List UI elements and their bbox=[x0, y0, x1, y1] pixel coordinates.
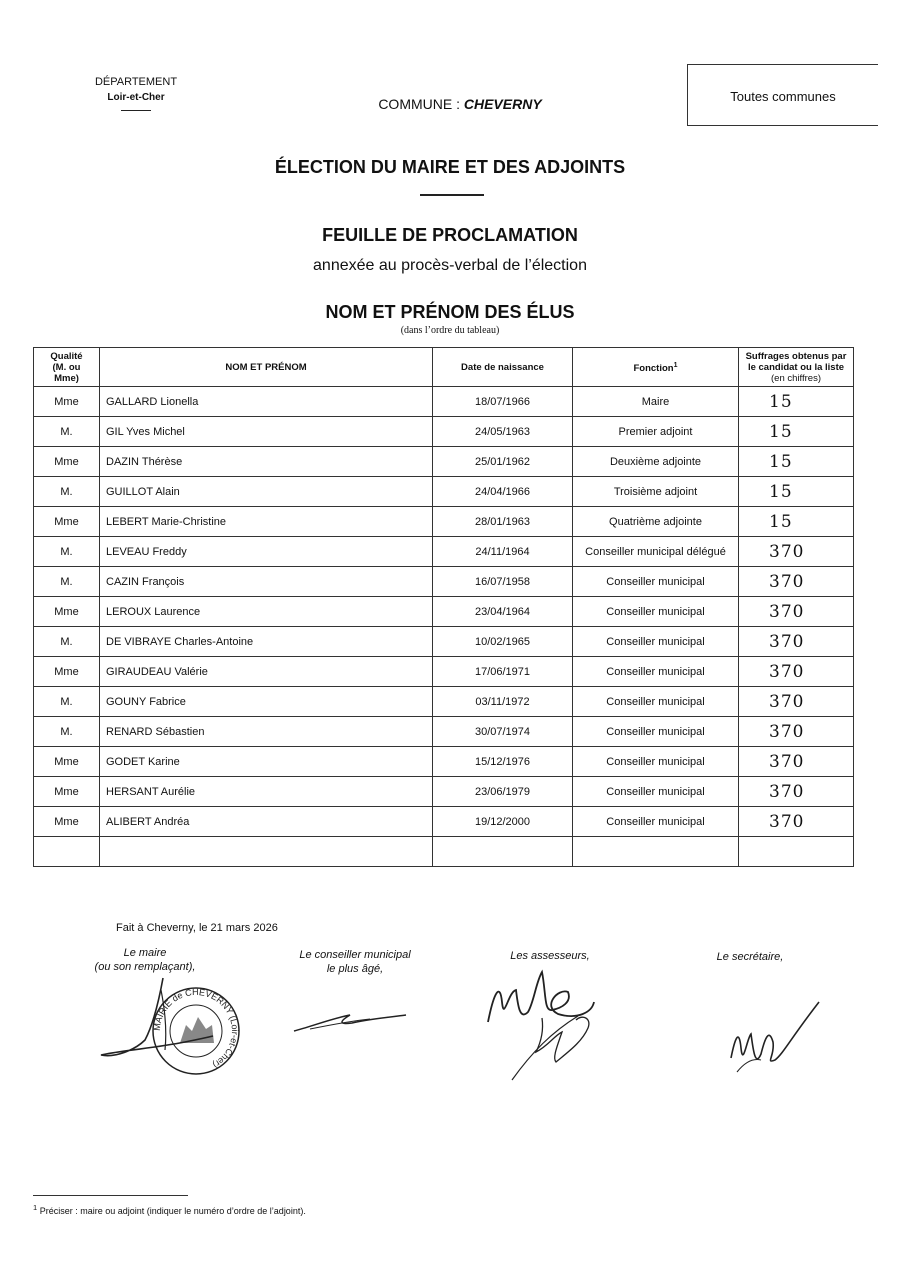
table-row bbox=[34, 537, 854, 567]
table-row bbox=[34, 657, 854, 687]
cell-qualite: Mme bbox=[34, 747, 100, 777]
cell-suffrages: 370 bbox=[739, 627, 854, 657]
cell-naissance bbox=[433, 837, 573, 867]
cell-fonction: Troisième adjoint bbox=[573, 477, 739, 507]
cell-naissance: 17/06/1971 bbox=[433, 657, 573, 687]
cell-nom: HERSANT Aurélie bbox=[100, 777, 433, 807]
cell-suffrages: 370 bbox=[739, 537, 854, 567]
cell-nom: GODET Karine bbox=[100, 747, 433, 777]
elected-table bbox=[33, 347, 854, 867]
table-row bbox=[34, 837, 854, 867]
sheet-title: FEUILLE DE PROCLAMATION bbox=[322, 225, 578, 245]
cell-naissance: 24/11/1964 bbox=[433, 537, 573, 567]
cell-nom: RENARD Sébastien bbox=[100, 717, 433, 747]
cell-qualite: Mme bbox=[34, 507, 100, 537]
header-suffrages: Suffrages obtenus par le candidat ou la liste (en chiffres) bbox=[739, 348, 854, 387]
secretary-signature bbox=[725, 998, 825, 1078]
cell-naissance: 28/01/1963 bbox=[433, 507, 573, 537]
commune-line bbox=[330, 96, 590, 112]
cell-nom: DE VIBRAYE Charles-Antoine bbox=[100, 627, 433, 657]
cell-naissance: 25/01/1962 bbox=[433, 447, 573, 477]
table-row bbox=[34, 717, 854, 747]
councillor-signature bbox=[290, 1005, 410, 1040]
page-title: ÉLECTION DU MAIRE ET DES ADJOINTS bbox=[274, 157, 626, 177]
commune-type-text: Toutes communes bbox=[730, 89, 836, 104]
department-block bbox=[80, 74, 192, 111]
cell-naissance: 15/12/1976 bbox=[433, 747, 573, 777]
cell-nom: GALLARD Lionella bbox=[100, 387, 433, 417]
cell-suffrages: 370 bbox=[739, 597, 854, 627]
table-row bbox=[34, 597, 854, 627]
cell-nom: LEROUX Laurence bbox=[100, 597, 433, 627]
cell-qualite: M. bbox=[34, 537, 100, 567]
cell-nom: LEVEAU Freddy bbox=[100, 537, 433, 567]
cell-fonction bbox=[573, 837, 739, 867]
cell-suffrages: 370 bbox=[739, 807, 854, 837]
cell-suffrages: 370 bbox=[739, 657, 854, 687]
cell-qualite: Mme bbox=[34, 447, 100, 477]
cell-qualite: Mme bbox=[34, 807, 100, 837]
cell-fonction: Conseiller municipal bbox=[573, 807, 739, 837]
cell-naissance: 03/11/1972 bbox=[433, 687, 573, 717]
cell-suffrages bbox=[739, 837, 854, 867]
cell-suffrages: 370 bbox=[739, 717, 854, 747]
cell-naissance: 23/04/1964 bbox=[433, 597, 573, 627]
svg-text:MAIRIE de CHEVERNY (Loir-et-Ch: MAIRIE de CHEVERNY (Loir-et-Cher) bbox=[151, 986, 241, 1071]
cell-fonction: Conseiller municipal délégué bbox=[573, 537, 739, 567]
department-name: Loir-et-Cher bbox=[107, 92, 165, 103]
cell-fonction: Quatrième adjointe bbox=[573, 507, 739, 537]
cell-qualite: Mme bbox=[34, 387, 100, 417]
cell-qualite: M. bbox=[34, 477, 100, 507]
cell-naissance: 18/07/1966 bbox=[433, 387, 573, 417]
commune-name: CHEVERNY bbox=[463, 96, 542, 112]
cell-naissance: 24/04/1966 bbox=[433, 477, 573, 507]
cell-suffrages: 15 bbox=[739, 417, 854, 447]
table-row bbox=[34, 567, 854, 597]
cell-fonction: Conseiller municipal bbox=[573, 747, 739, 777]
cell-fonction: Conseiller municipal bbox=[573, 567, 739, 597]
cell-naissance: 24/05/1963 bbox=[433, 417, 573, 447]
cell-naissance: 30/07/1974 bbox=[433, 717, 573, 747]
cell-qualite: M. bbox=[34, 717, 100, 747]
table-row bbox=[34, 687, 854, 717]
cell-fonction: Conseiller municipal bbox=[573, 597, 739, 627]
table-row bbox=[34, 387, 854, 417]
cell-suffrages: 370 bbox=[739, 777, 854, 807]
list-note: (dans l’ordre du tableau) bbox=[400, 325, 500, 336]
cell-fonction: Conseiller municipal bbox=[573, 717, 739, 747]
cell-fonction: Conseiller municipal bbox=[573, 777, 739, 807]
cell-nom: GIRAUDEAU Valérie bbox=[100, 657, 433, 687]
header-naissance: Date de naissance bbox=[433, 348, 573, 387]
assessors-label: Les assesseurs, bbox=[510, 950, 590, 962]
cell-qualite: M. bbox=[34, 627, 100, 657]
table-row bbox=[34, 807, 854, 837]
cell-suffrages: 370 bbox=[739, 747, 854, 777]
cell-suffrages: 15 bbox=[739, 387, 854, 417]
cell-nom: ALIBERT Andréa bbox=[100, 807, 433, 837]
cell-fonction: Premier adjoint bbox=[573, 417, 739, 447]
cell-fonction: Maire bbox=[573, 387, 739, 417]
table-row bbox=[34, 447, 854, 477]
cell-qualite: Mme bbox=[34, 597, 100, 627]
footnote: $^1$ Préciser : maire ou adjoint (indiquer le numéro d’ordre de l’adjoint). bbox=[33, 1203, 306, 1216]
eldest-councillor-label: Le conseiller municipal le plus âgé, bbox=[299, 949, 411, 975]
assessors-signature bbox=[482, 962, 612, 1087]
list-title: NOM ET PRÉNOM DES ÉLUS bbox=[325, 302, 575, 322]
cell-nom: GUILLOT Alain bbox=[100, 477, 433, 507]
cell-suffrages: 15 bbox=[739, 447, 854, 477]
table-row bbox=[34, 417, 854, 447]
commune-label: COMMUNE : bbox=[378, 96, 460, 112]
cell-nom: CAZIN François bbox=[100, 567, 433, 597]
cell-nom: GIL Yves Michel bbox=[100, 417, 433, 447]
table-row bbox=[34, 507, 854, 537]
table-row bbox=[34, 777, 854, 807]
cell-fonction: Conseiller municipal bbox=[573, 627, 739, 657]
cell-nom bbox=[100, 837, 433, 867]
table-header-row bbox=[34, 348, 854, 387]
table-row bbox=[34, 477, 854, 507]
title-divider bbox=[420, 194, 484, 196]
department-label: DÉPARTEMENT bbox=[94, 76, 178, 88]
cell-naissance: 16/07/1958 bbox=[433, 567, 573, 597]
cell-suffrages: 370 bbox=[739, 567, 854, 597]
cell-suffrages: 15 bbox=[739, 477, 854, 507]
cell-naissance: 19/12/2000 bbox=[433, 807, 573, 837]
cell-naissance: 10/02/1965 bbox=[433, 627, 573, 657]
mayor-label: Le maire (ou son remplaçant), bbox=[94, 947, 196, 973]
cell-suffrages: 370 bbox=[739, 687, 854, 717]
header-fonction: Fonction$^1$ bbox=[573, 348, 739, 387]
department-divider bbox=[121, 110, 151, 111]
commune-type-box bbox=[687, 64, 878, 126]
cell-nom: DAZIN Thérèse bbox=[100, 447, 433, 477]
cell-fonction: Deuxième adjointe bbox=[573, 447, 739, 477]
place-date: Fait à Cheverny, le 21 mars 2026 bbox=[116, 922, 278, 934]
cell-naissance: 23/06/1979 bbox=[433, 777, 573, 807]
cell-qualite: Mme bbox=[34, 777, 100, 807]
mayor-signature bbox=[95, 970, 255, 1065]
cell-qualite: M. bbox=[34, 567, 100, 597]
cell-nom: GOUNY Fabrice bbox=[100, 687, 433, 717]
sheet-subtitle: annexée au procès-verbal de l’élection bbox=[313, 257, 587, 274]
secretary-label: Le secrétaire, bbox=[716, 951, 784, 963]
table-row bbox=[34, 627, 854, 657]
cell-nom: LEBERT Marie-Christine bbox=[100, 507, 433, 537]
footnote-divider bbox=[33, 1195, 188, 1196]
cell-qualite: M. bbox=[34, 687, 100, 717]
table-row bbox=[34, 747, 854, 777]
cell-qualite: M. bbox=[34, 417, 100, 447]
header-nom: NOM ET PRÉNOM bbox=[100, 348, 433, 387]
header-qualite: Qualité (M. ou Mme) bbox=[34, 348, 100, 387]
cell-qualite bbox=[34, 837, 100, 867]
cell-qualite: Mme bbox=[34, 657, 100, 687]
cell-fonction: Conseiller municipal bbox=[573, 687, 739, 717]
cell-suffrages: 15 bbox=[739, 507, 854, 537]
cell-fonction: Conseiller municipal bbox=[573, 657, 739, 687]
